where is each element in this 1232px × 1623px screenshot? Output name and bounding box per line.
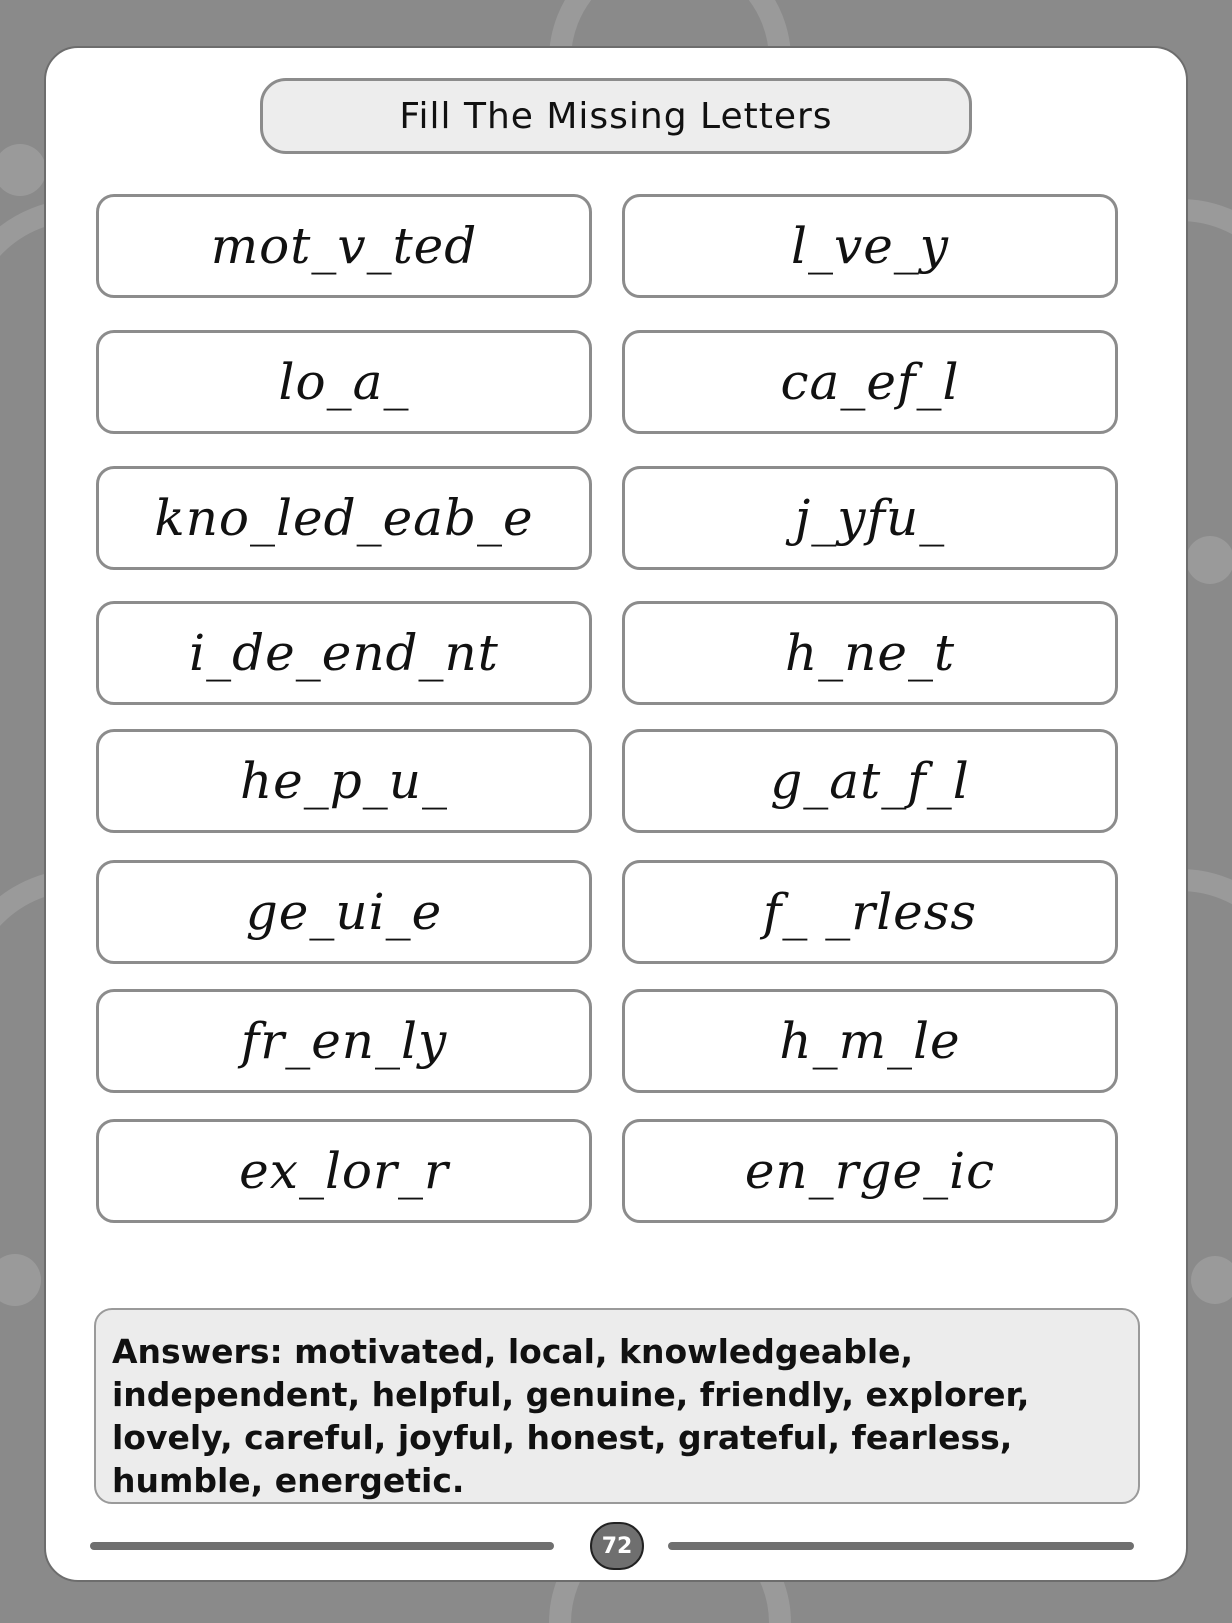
word-box <box>96 1119 592 1223</box>
word-text: l_ve_y <box>790 217 950 275</box>
word-box <box>96 466 592 570</box>
word-box <box>622 330 1118 434</box>
word-text: fr_en_ly <box>240 1012 448 1070</box>
word-text: h_ne_t <box>784 624 956 682</box>
word-box <box>622 194 1118 298</box>
word-text: mot_v_ted <box>210 217 478 275</box>
word-text: f_ _rless <box>762 883 978 941</box>
word-box <box>96 601 592 705</box>
word-text: i_de_end_nt <box>189 624 499 682</box>
footer-line-left <box>90 1542 554 1550</box>
worksheet-page <box>44 46 1188 1582</box>
word-text: ca_ef_l <box>780 353 960 411</box>
word-box <box>622 860 1118 964</box>
page-number: 72 <box>601 1533 633 1559</box>
word-text: he_p_u_ <box>239 752 448 810</box>
page-title: Fill The Missing Letters <box>399 95 833 137</box>
answers-box <box>94 1308 1140 1504</box>
word-text: lo_a_ <box>278 353 410 411</box>
footer-line-right <box>668 1542 1134 1550</box>
word-box <box>622 729 1118 833</box>
word-box <box>622 1119 1118 1223</box>
title-banner <box>260 78 972 154</box>
page-number-badge <box>590 1522 644 1570</box>
word-box <box>622 466 1118 570</box>
word-box <box>96 194 592 298</box>
word-text: g_at_f_l <box>770 752 970 810</box>
word-box <box>96 330 592 434</box>
word-text: ge_ui_e <box>245 883 443 941</box>
word-box <box>622 989 1118 1093</box>
word-box <box>622 601 1118 705</box>
word-text: h_m_le <box>779 1012 961 1070</box>
word-text: en_rge_ic <box>744 1142 996 1200</box>
word-text: j_yfu_ <box>794 489 946 547</box>
word-box <box>96 860 592 964</box>
word-text: kno_led_eab_e <box>154 489 534 547</box>
word-box <box>96 989 592 1093</box>
word-box <box>96 729 592 833</box>
answers-text: Answers: motivated, local, knowledgeable, independent, helpful, genuine, friendly, explorer, lovely, careful, joyful, honest, grateful, fearless, humble, energetic. <box>112 1332 1030 1500</box>
word-text: ex_lor_r <box>239 1142 449 1200</box>
